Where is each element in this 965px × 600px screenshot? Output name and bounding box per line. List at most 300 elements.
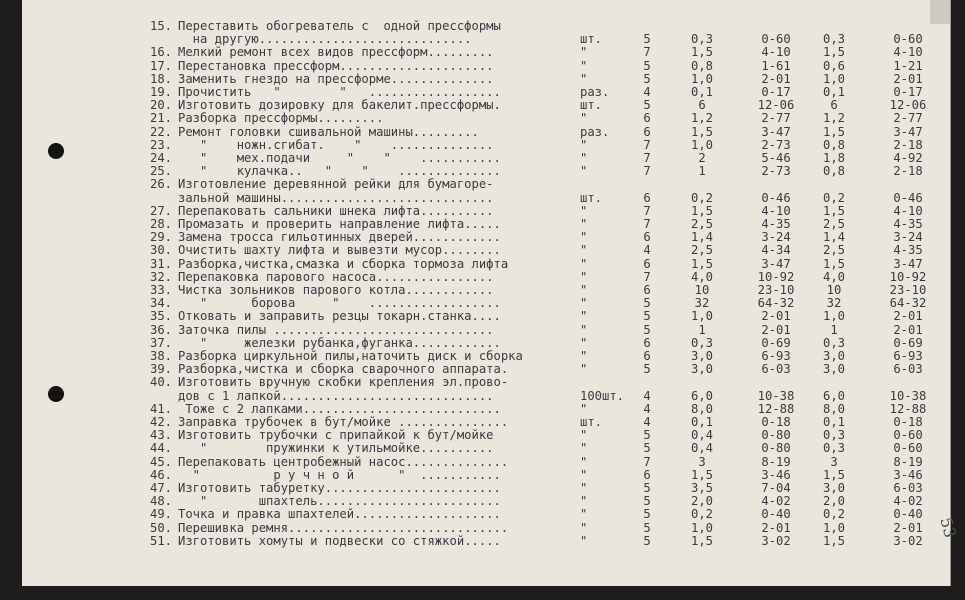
unit-of-measure: ": [580, 494, 588, 509]
grade-value: 7: [643, 217, 651, 231]
rate-value: 2-77: [761, 111, 791, 126]
new-rate-value: 4-10: [893, 203, 923, 218]
unit-of-measure: ": [580, 520, 588, 535]
grade-value: 6: [643, 467, 651, 482]
rate-value: 1-61: [761, 58, 791, 73]
unit-of-measure: ": [580, 401, 588, 416]
new-rate-value: 2-18: [893, 164, 923, 179]
row-number: 42.: [149, 415, 172, 429]
work-description: Разборка циркульной пилы,наточить диск и сборка: [178, 349, 523, 363]
rate-value: 4-10: [761, 45, 791, 60]
grade-value: 4: [643, 415, 651, 429]
new-norm-value: 2,5: [822, 217, 845, 231]
new-rate-value: 6-03: [893, 362, 923, 377]
new-norm-value: 1: [830, 322, 838, 337]
work-description: Изготовить вручную скобки крепления эл.прово-: [178, 375, 509, 390]
norm-hours-value: 1: [698, 322, 706, 337]
row-number: 18.: [149, 71, 172, 86]
page-fold: [930, 0, 950, 24]
work-description: Промазать и проверить направление лифта.....: [178, 217, 501, 231]
unit-of-measure: раз.: [580, 124, 610, 139]
norm-hours-value: 1,5: [690, 124, 713, 139]
row-number: 37.: [149, 335, 172, 350]
row-number: 22.: [149, 124, 172, 139]
norm-hours-value: 3,5: [690, 481, 713, 495]
new-rate-value: 2-77: [893, 111, 923, 126]
norm-hours-value: 0,1: [690, 85, 713, 99]
new-norm-value: 6: [830, 98, 838, 113]
new-rate-value: 0-60: [893, 428, 923, 443]
work-description: Замена тросса гильотинных дверей............: [178, 230, 501, 245]
new-rate-value: 12-06: [889, 98, 927, 113]
new-rate-value: 4-02: [893, 494, 923, 509]
new-rate-value: 2-01: [893, 322, 923, 337]
norm-hours-value: 0,3: [690, 32, 713, 47]
new-rate-value: 3-47: [893, 256, 923, 271]
norm-hours-value: 0,2: [690, 190, 713, 205]
unit-of-measure: ": [580, 203, 588, 218]
grade-value: 7: [643, 203, 651, 218]
unit-of-measure: ": [580, 533, 588, 548]
work-description: Изготовление деревянной рейки для бумагоре-: [178, 177, 494, 192]
work-description: " р у ч н о й " ...........: [178, 467, 501, 482]
row-number: 49.: [149, 507, 172, 522]
new-rate-value: 10-92: [889, 269, 927, 284]
rate-value: 0-69: [761, 335, 791, 350]
new-norm-value: 0,2: [822, 507, 845, 522]
new-rate-value: 0-46: [893, 190, 923, 205]
grade-value: 5: [643, 71, 651, 86]
norm-hours-value: 1,0: [690, 309, 713, 324]
new-rate-value: 3-47: [893, 124, 923, 139]
rate-value: 8-19: [761, 454, 791, 469]
new-rate-value: 0-60: [893, 32, 923, 47]
rate-value: 2-01: [761, 71, 791, 86]
new-norm-value: 3,0: [822, 481, 845, 495]
unit-of-measure: ": [580, 454, 588, 469]
rate-value: 0-80: [761, 428, 791, 443]
norm-hours-value: 0,1: [690, 415, 713, 429]
work-description: Разборка,чистка,смазка и сборка тормоза лифта: [178, 256, 509, 271]
row-number: 44.: [149, 441, 172, 456]
grade-value: 5: [643, 296, 651, 311]
norm-hours-value: 0,4: [690, 441, 713, 456]
rate-value: 12-06: [757, 98, 795, 113]
row-number: 17.: [149, 58, 172, 73]
work-description: Изготовить хомуты и подвески со стяжкой.....: [178, 533, 501, 548]
new-norm-value: 4,0: [822, 269, 845, 284]
grade-value: 7: [643, 137, 651, 152]
rate-value: 2-73: [761, 164, 791, 179]
new-norm-value: 0,2: [822, 190, 845, 205]
norm-hours-value: 0,3: [690, 335, 713, 350]
new-norm-value: 1,5: [822, 203, 845, 218]
new-norm-value: 3: [830, 454, 838, 469]
work-description: Ремонт головки сшивальной машины.........: [178, 124, 479, 139]
new-norm-value: 1,5: [822, 45, 845, 60]
new-norm-value: 0,1: [822, 85, 845, 99]
new-norm-value: 3,0: [822, 362, 845, 377]
grade-value: 4: [643, 85, 651, 99]
work-description: дов с 1 лапкой.............................: [178, 388, 494, 403]
row-number: 24.: [149, 151, 172, 165]
new-rate-value: 6-93: [893, 349, 923, 363]
new-rate-value: 0-69: [893, 335, 923, 350]
row-number: 33.: [149, 283, 172, 297]
grade-value: 4: [643, 401, 651, 416]
row-number: 40.: [149, 375, 172, 390]
work-description: Чистка зольников парового котла............: [178, 283, 494, 297]
row-number: 26.: [149, 177, 172, 192]
new-norm-value: 3,0: [822, 349, 845, 363]
new-rate-value: 8-19: [893, 454, 923, 469]
new-norm-value: 2,5: [822, 243, 845, 258]
new-norm-value: 32: [826, 296, 842, 311]
work-description: на другую.............................: [178, 32, 472, 47]
new-rate-value: 3-02: [893, 533, 923, 548]
new-norm-value: 2,0: [822, 494, 845, 509]
row-number: 29.: [149, 230, 172, 245]
unit-of-measure: ": [580, 467, 588, 482]
unit-of-measure: ": [580, 111, 588, 126]
new-norm-value: 1,0: [822, 71, 845, 86]
unit-of-measure: шт.: [580, 98, 603, 113]
unit-of-measure: ": [580, 283, 588, 297]
work-description: " кулачка.. " " ..............: [178, 164, 501, 179]
grade-value: 7: [643, 269, 651, 284]
new-norm-value: 0,6: [822, 58, 845, 73]
new-norm-value: 1,8: [822, 151, 845, 165]
unit-of-measure: ": [580, 256, 588, 271]
unit-of-measure: ": [580, 362, 588, 377]
unit-of-measure: ": [580, 335, 588, 350]
rate-value: 4-34: [761, 243, 791, 258]
grade-value: 6: [643, 349, 651, 363]
unit-of-measure: ": [580, 137, 588, 152]
norm-hours-value: 32: [694, 296, 710, 311]
rate-value: 0-17: [761, 85, 791, 99]
work-description: Прочистить " " ..................: [178, 85, 501, 99]
unit-of-measure: ": [580, 441, 588, 456]
rate-value: 0-46: [761, 190, 791, 205]
punch-hole: [48, 386, 64, 402]
grade-value: 7: [643, 164, 651, 179]
page-number: 53: [936, 515, 960, 540]
work-description: Разборка прессформы.........: [178, 111, 384, 126]
grade-value: 6: [643, 256, 651, 271]
row-number: 15.: [149, 19, 172, 33]
grade-value: 5: [643, 32, 651, 47]
unit-of-measure: ": [580, 269, 588, 284]
grade-value: 5: [643, 520, 651, 535]
grade-value: 4: [643, 388, 651, 403]
new-rate-value: 6-03: [893, 481, 923, 495]
norm-hours-value: 3,0: [690, 362, 713, 377]
norm-hours-value: 1,4: [690, 230, 713, 245]
rate-value: 10-92: [757, 269, 795, 284]
row-number: 50.: [149, 520, 172, 535]
rate-value: 3-46: [761, 467, 791, 482]
new-norm-value: 1,5: [822, 124, 845, 139]
work-description: Заменить гнездо на прессформе..............: [178, 71, 494, 86]
rate-value: 6-93: [761, 349, 791, 363]
new-rate-value: 4-35: [893, 243, 923, 258]
row-number: 38.: [149, 349, 172, 363]
unit-of-measure: ": [580, 428, 588, 443]
unit-of-measure: ": [580, 309, 588, 324]
norm-hours-value: 6,0: [690, 388, 713, 403]
grade-value: 6: [643, 190, 651, 205]
norm-hours-value: 1,5: [690, 533, 713, 548]
work-description: " шпахтель.........................: [178, 494, 501, 509]
new-norm-value: 10: [826, 283, 842, 297]
work-description: Изготовить дозировку для бакелит.прессформы.: [178, 98, 501, 113]
norm-hours-value: 0,8: [690, 58, 713, 73]
work-description: Перешивка ремня..............................: [178, 520, 509, 535]
row-number: 20.: [149, 98, 172, 113]
work-description: " мех.подачи " " ...........: [178, 151, 501, 165]
work-description: " пружинки к утильмойке..........: [178, 441, 494, 456]
row-number: 46.: [149, 467, 172, 482]
new-norm-value: 1,0: [822, 520, 845, 535]
norm-hours-value: 2,5: [690, 217, 713, 231]
work-description: " борова " ..................: [178, 296, 501, 311]
new-norm-value: 8,0: [822, 401, 845, 416]
rate-value: 64-32: [757, 296, 795, 311]
unit-of-measure: ": [580, 71, 588, 86]
new-norm-value: 0,3: [822, 441, 845, 456]
new-rate-value: 4-10: [893, 45, 923, 60]
row-number: 34.: [149, 296, 172, 311]
new-norm-value: 1,0: [822, 309, 845, 324]
punch-hole: [48, 143, 64, 159]
unit-of-measure: ": [580, 230, 588, 245]
row-number: 30.: [149, 243, 172, 258]
rate-value: 5-46: [761, 151, 791, 165]
norm-hours-value: 3: [698, 454, 706, 469]
norm-hours-value: 4,0: [690, 269, 713, 284]
work-description: Мелкий ремонт всех видов прессформ.........: [178, 45, 494, 60]
new-rate-value: 2-01: [893, 520, 923, 535]
norm-hours-value: 1: [698, 164, 706, 179]
work-description: Перепаковка парового насоса................: [178, 269, 494, 284]
unit-of-measure: ": [580, 507, 588, 522]
new-norm-value: 0,8: [822, 137, 845, 152]
rate-value: 4-35: [761, 217, 791, 231]
work-description: Заправка трубочек в бут/мойке ...............: [178, 415, 509, 429]
rate-value: 4-02: [761, 494, 791, 509]
new-norm-value: 1,5: [822, 467, 845, 482]
new-rate-value: 0-18: [893, 415, 923, 429]
new-rate-value: 64-32: [889, 296, 927, 311]
unit-of-measure: ": [580, 349, 588, 363]
unit-of-measure: шт.: [580, 415, 603, 429]
new-rate-value: 4-92: [893, 151, 923, 165]
norm-hours-value: 1,0: [690, 520, 713, 535]
new-rate-value: 12-88: [889, 401, 927, 416]
new-rate-value: 2-18: [893, 137, 923, 152]
row-number: 47.: [149, 481, 172, 495]
grade-value: 5: [643, 58, 651, 73]
row-number: 31.: [149, 256, 172, 271]
grade-value: 7: [643, 151, 651, 165]
unit-of-measure: ": [580, 164, 588, 179]
new-norm-value: 1,2: [822, 111, 845, 126]
rate-value: 0-80: [761, 441, 791, 456]
new-rate-value: 0-60: [893, 441, 923, 456]
rate-value: 6-03: [761, 362, 791, 377]
new-rate-value: 4-35: [893, 217, 923, 231]
row-number: 21.: [149, 111, 172, 126]
row-number: 28.: [149, 217, 172, 231]
rate-value: 2-01: [761, 520, 791, 535]
new-norm-value: 0,3: [822, 32, 845, 47]
row-number: 41.: [149, 401, 172, 416]
unit-of-measure: раз.: [580, 85, 610, 99]
rate-value: 7-04: [761, 481, 791, 495]
unit-of-measure: ": [580, 296, 588, 311]
unit-of-measure: ": [580, 151, 588, 165]
work-description: Очистить шахту лифта и вывезти мусор........: [178, 243, 501, 258]
row-number: 32.: [149, 269, 172, 284]
row-number: 25.: [149, 164, 172, 179]
grade-value: 6: [643, 111, 651, 126]
grade-value: 6: [643, 230, 651, 245]
norm-hours-value: 3,0: [690, 349, 713, 363]
norm-hours-value: 1,0: [690, 71, 713, 86]
row-number: 36.: [149, 322, 172, 337]
grade-value: 5: [643, 362, 651, 377]
norm-hours-value: 1,5: [690, 467, 713, 482]
row-number: 16.: [149, 45, 172, 60]
document-page: [22, 0, 960, 586]
work-description: зальной машины.............................: [178, 190, 494, 205]
work-description: Тоже с 2 лапками...........................: [178, 401, 501, 416]
norm-hours-value: 10: [694, 283, 710, 297]
norm-hours-value: 1,2: [690, 111, 713, 126]
work-description: Перепаковать центробежный насос..............: [178, 454, 509, 469]
work-description: Точка и правка шпахтелей....................: [178, 507, 501, 522]
norm-hours-value: 0,4: [690, 428, 713, 443]
new-norm-value: 0,3: [822, 335, 845, 350]
norm-hours-value: 1,5: [690, 256, 713, 271]
norm-hours-value: 1,5: [690, 45, 713, 60]
work-description: Заточка пилы ..............................: [178, 322, 494, 337]
row-number: 35.: [149, 309, 172, 324]
grade-value: 7: [643, 45, 651, 60]
rate-value: 3-47: [761, 124, 791, 139]
row-number: 23.: [149, 137, 172, 152]
rate-value: 0-40: [761, 507, 791, 522]
grade-value: 6: [643, 124, 651, 139]
new-rate-value: 2-01: [893, 309, 923, 324]
new-rate-value: 3-46: [893, 467, 923, 482]
work-description: Изготовить трубочки с припайкой к бут/мойке: [178, 428, 494, 443]
new-norm-value: 1,5: [822, 256, 845, 271]
work-description: Перепаковать сальники шнека лифта..........: [178, 203, 494, 218]
rate-value: 10-38: [757, 388, 795, 403]
work-description: " ножн.сгибат. " ..............: [178, 137, 494, 152]
grade-value: 4: [643, 243, 651, 258]
rate-value: 0-60: [761, 32, 791, 47]
unit-of-measure: ": [580, 481, 588, 495]
norm-hours-value: 0,2: [690, 507, 713, 522]
grade-value: 5: [643, 98, 651, 113]
new-rate-value: 3-24: [893, 230, 923, 245]
grade-value: 5: [643, 428, 651, 443]
row-number: 48.: [149, 494, 172, 509]
grade-value: 5: [643, 322, 651, 337]
row-number: 27.: [149, 203, 172, 218]
row-number: 39.: [149, 362, 172, 377]
unit-of-measure: ": [580, 243, 588, 258]
new-rate-value: 2-01: [893, 71, 923, 86]
work-description: " железки рубанка,фуганка............: [178, 335, 501, 350]
unit-of-measure: ": [580, 322, 588, 337]
row-number: 43.: [149, 428, 172, 443]
row-number: 51.: [149, 533, 172, 548]
norm-hours-value: 8,0: [690, 401, 713, 416]
norm-hours-value: 1,0: [690, 137, 713, 152]
new-norm-value: 0,8: [822, 164, 845, 179]
grade-value: 5: [643, 494, 651, 509]
rate-value: 4-10: [761, 203, 791, 218]
rate-value: 3-47: [761, 256, 791, 271]
new-rate-value: 1-21: [893, 58, 923, 73]
new-norm-value: 0,3: [822, 428, 845, 443]
rate-value: 23-10: [757, 283, 795, 297]
grade-value: 6: [643, 283, 651, 297]
grade-value: 5: [643, 481, 651, 495]
unit-of-measure: шт.: [580, 190, 603, 205]
new-rate-value: 23-10: [889, 283, 927, 297]
unit-of-measure: ": [580, 58, 588, 73]
new-norm-value: 0,1: [822, 415, 845, 429]
new-norm-value: 1,4: [822, 230, 845, 245]
row-number: 45.: [149, 454, 172, 469]
rate-value: 3-24: [761, 230, 791, 245]
grade-value: 5: [643, 309, 651, 324]
rate-value: 12-88: [757, 401, 795, 416]
norm-hours-value: 2: [698, 151, 706, 165]
row-number: 19.: [149, 85, 172, 99]
rate-value: 2-01: [761, 309, 791, 324]
new-norm-value: 6,0: [822, 388, 845, 403]
unit-of-measure: ": [580, 217, 588, 231]
norm-hours-value: 2,0: [690, 494, 713, 509]
grade-value: 7: [643, 454, 651, 469]
work-description: Перестановка прессформ.....................: [178, 58, 494, 73]
grade-value: 5: [643, 441, 651, 456]
rate-value: 3-02: [761, 533, 791, 548]
grade-value: 5: [643, 533, 651, 548]
norm-hours-value: 1,5: [690, 203, 713, 218]
work-description: Отковать и заправить резцы токарн.станка....: [178, 309, 501, 324]
unit-of-measure: ": [580, 45, 588, 60]
new-norm-value: 1,5: [822, 533, 845, 548]
new-rate-value: 0-17: [893, 85, 923, 99]
unit-of-measure: шт.: [580, 32, 603, 47]
new-rate-value: 10-38: [889, 388, 927, 403]
norm-hours-value: 6: [698, 98, 706, 113]
grade-value: 6: [643, 335, 651, 350]
work-description: Переставить обогреватель с одной прессформы: [178, 19, 501, 33]
unit-of-measure: 100шт.: [580, 388, 625, 403]
work-description: Изготовить табуретку........................: [178, 481, 501, 495]
norm-hours-value: 2,5: [690, 243, 713, 258]
rate-value: 2-01: [761, 322, 791, 337]
rate-value: 0-18: [761, 415, 791, 429]
